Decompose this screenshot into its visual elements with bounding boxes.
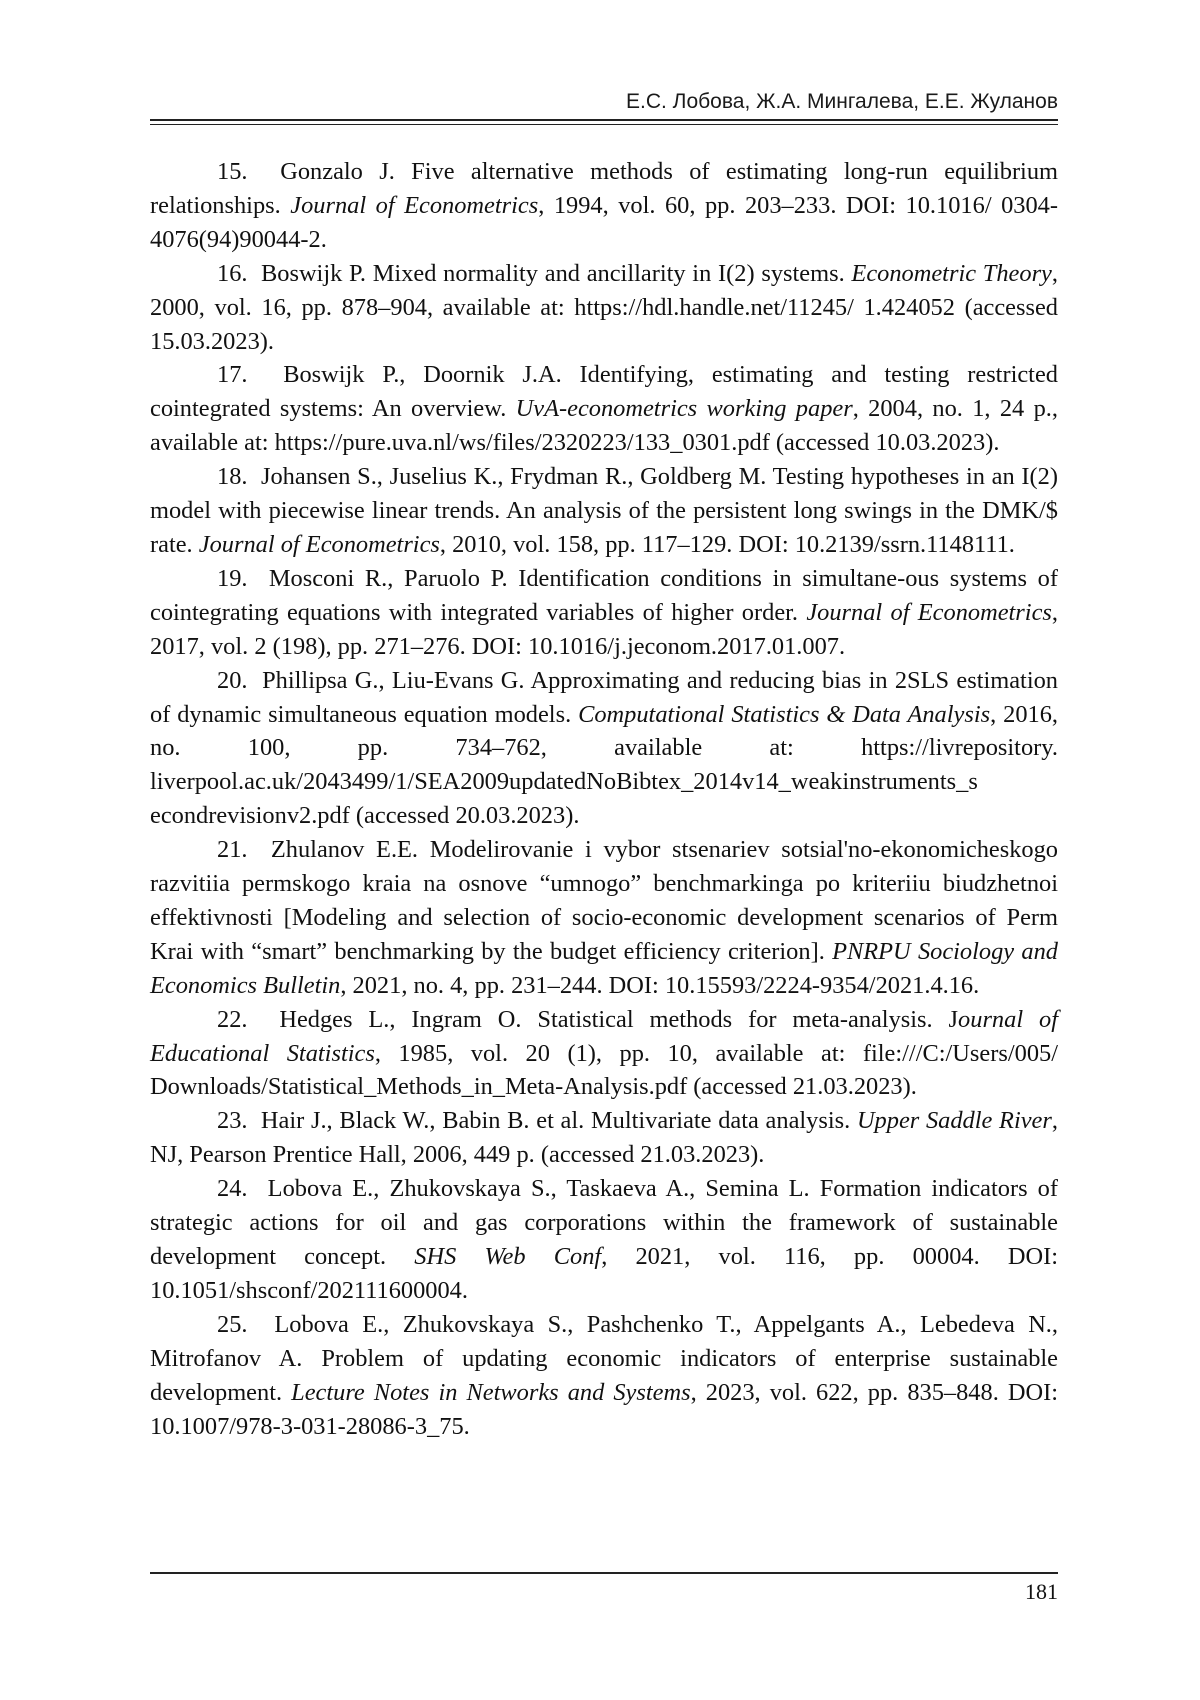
reference-text: Gonzalo J. Five alternative methods of estimating long-run equilibrium relationships.: [150, 158, 1058, 219]
reference-text: Hedges L., Ingram O. Statistical methods for meta-analysis. J: [279, 1006, 958, 1033]
reference-journal: PNRPU Sociology and Economics Bulletin: [150, 938, 1058, 999]
reference-journal: Journal of Econometrics: [290, 192, 538, 219]
reference-journal: SHS Web Conf: [414, 1243, 601, 1270]
running-head: Е.С. Лобова, Ж.А. Мингалева, Е.Е. Жуланов: [150, 89, 1058, 115]
reference-text: Mosconi R., Paruolo P. Identification conditions in simultane-ous systems of cointegrating equations with integrated variables of higher order.: [150, 565, 1058, 626]
reference-item-21: [150, 833, 1058, 1003]
reference-number: 25.: [217, 1311, 274, 1338]
footer-rule: [150, 1572, 1058, 1574]
reference-details: , 2023, vol. 622, pp. 835–848. DOI: 10.1007/978-3-031-28086-3_75.: [150, 1379, 1058, 1440]
reference-text: Boswijk P. Mixed normality and ancillarity in I(2) systems.: [261, 260, 851, 287]
reference-details: , 2004, no. 1, 24 p., available at: https://pure.uva.nl/ws/files/2320223/133_0301.pdf (accessed 10.03.2023).: [150, 395, 1058, 456]
reference-number: 15.: [217, 158, 280, 185]
reference-details: , 1985, vol. 20 (1), pp. 10, available at: file:///C:/Users/005/ Downloads/Statistical_Methods_in_Meta-Analysis.pdf (accessed 21.03.2023).: [150, 1040, 1058, 1101]
reference-item-23: [150, 1104, 1058, 1172]
reference-number: 24.: [217, 1175, 268, 1202]
reference-number: 22.: [217, 1006, 279, 1033]
reference-item-19: [150, 562, 1058, 664]
header-rule-thin: [150, 124, 1058, 125]
reference-journal: Lecture Notes in Networks and Systems: [291, 1379, 690, 1406]
reference-details: , NJ, Pearson Prentice Hall, 2006, 449 p. (accessed 21.03.2023).: [150, 1107, 1058, 1168]
reference-text: Boswijk P., Doornik J.A. Identifying, estimating and testing restricted cointegrated systems: An overview.: [150, 361, 1058, 422]
reference-text: Johansen S., Juselius K., Frydman R., Goldberg M. Testing hypotheses in an I(2) model with piecewise linear trends. An analysis of the persistent long swings in the DMK/$ rate.: [150, 463, 1058, 558]
reference-list: [150, 155, 1058, 1443]
reference-item-22: [150, 1003, 1058, 1105]
reference-journal: Computational Statistics & Data Analysis: [578, 701, 990, 728]
reference-number: 20.: [217, 667, 262, 694]
reference-text: Zhulanov E.E. Modelirovanie i vybor stsenariev sotsial'no-ekonomiches­kogo razvitiia permskogo kraia na osnove “umnogo” benchmarkinga po kriteriiu biudzhetnoi effektivnosti [Modeling and selection of socio-economic development scenarios of Perm Krai with “smart” benchmarking by the budget efficiency criterion].: [150, 836, 1058, 965]
reference-details: , 2021, no. 4, pp. 231–244. DOI: 10.15593/2224-9354/2021.4.16.: [340, 972, 979, 999]
reference-item-24: [150, 1172, 1058, 1308]
reference-text: Phillipsa G., Liu-Evans G. Approximating and reducing bias in 2SLS estimation of dynamic simultaneous equation models.: [150, 667, 1058, 728]
page-number: 181: [1025, 1578, 1058, 1606]
reference-journal: Journal of Econo­metrics: [806, 599, 1052, 626]
reference-item-17: [150, 358, 1058, 460]
reference-details: , 2021, vol. 116, pp. 00004. DOI: 10.1051/shsconf/202111600004.: [150, 1243, 1058, 1304]
reference-number: 19.: [217, 565, 269, 592]
header-rule-thick: [150, 119, 1058, 121]
reference-journal: Econometric Theory: [851, 260, 1051, 287]
reference-item-15: [150, 155, 1058, 257]
reference-number: 16.: [217, 260, 261, 287]
document-page: [0, 0, 1200, 1700]
reference-number: 21.: [217, 836, 271, 863]
reference-details: , 1994, vol. 60, pp. 203–233. DOI: 10.1016/ 0304-4076(94)90044-2.: [150, 192, 1058, 253]
reference-journal: UvA-econometrics working paper: [516, 395, 853, 422]
reference-journal: Journal of Econometrics: [199, 531, 440, 558]
reference-item-25: [150, 1308, 1058, 1444]
reference-details: , 2016, no. 100, pp. 734–762, available at: https://livrepository. liverpool.ac.uk/2043499/1/SEA2009updatedNoBibtex_2014v14_weakinstruments_s econdrevisionv2.pdf (accessed 20.03.2023).: [150, 701, 1058, 830]
reference-number: 17.: [217, 361, 283, 388]
reference-item-16: [150, 257, 1058, 359]
reference-details: , 2010, vol. 158, pp. 117–129. DOI: 10.2139/ssrn.1148111.: [440, 531, 1015, 558]
reference-number: 18.: [217, 463, 261, 490]
reference-item-18: [150, 460, 1058, 562]
reference-item-20: [150, 664, 1058, 834]
reference-number: 23.: [217, 1107, 261, 1134]
reference-details: , 2017, vol. 2 (198), pp. 271–276. DOI: 10.1016/j.jeconom.2017.01.007.: [150, 599, 1058, 660]
reference-journal: Upper Saddle River: [857, 1107, 1052, 1134]
reference-text: Lobova E., Zhukovskaya S., Taskaeva A., Semina L. Formation indi­cators of strategic actions for oil and gas corporations within the framework of sustainable development concept.: [150, 1175, 1058, 1270]
reference-details: , 2000, vol. 16, pp. 878–904, available at: https://hdl.handle.net/11245/ 1.424052 (accessed 15.03.2023).: [150, 260, 1058, 355]
reference-journal: ournal of Educational Statistics: [150, 1006, 1058, 1067]
reference-text: Hair J., Black W., Babin B. et al. Multivariate data analysis.: [261, 1107, 857, 1134]
reference-text: Lobova E., Zhukovskaya S., Pashchenko T., Appelgants A., Lebedeva N., Mitrofanov A. Problem of updating economic indicators of enterprise sustainable development.: [150, 1311, 1058, 1406]
